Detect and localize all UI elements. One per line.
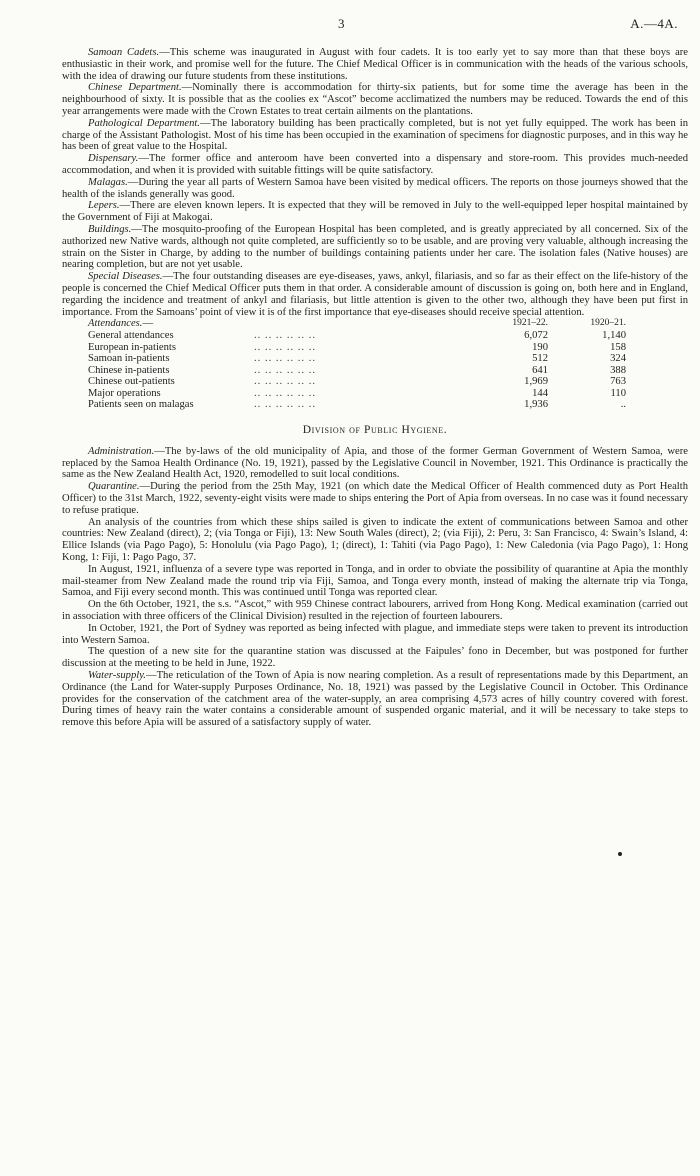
- year-header-1921-22: 1921–22.: [512, 318, 548, 329]
- year-header-1920-21: 1920–21.: [590, 318, 626, 329]
- paragraph-heading: Administration.: [88, 445, 155, 457]
- paragraph-text: Nominally there is accommodation for thirty-six patients, but for some time the average has been in the neighbourhood of sixty. It is possible that as the coolies ex “Ascot” become acclimatized the numbers may be reduced. Towards the end of this year arrangements were made with the Crown Estates to treat certain ailments on the plantations.: [62, 82, 688, 117]
- value-1920-21: 388: [610, 364, 626, 376]
- attendance-row: [62, 388, 626, 400]
- attendance-row: [62, 353, 626, 365]
- leader-dots: .. .. .. .. .. ..: [254, 399, 317, 411]
- value-1921-22: 1,936: [524, 399, 548, 411]
- value-1921-22: 512: [532, 353, 548, 365]
- leader-dots: .. .. .. .. .. ..: [254, 329, 317, 341]
- hygiene-paragraphs: [62, 446, 688, 729]
- value-1921-22: 144: [532, 387, 548, 399]
- paragraph-text: The four outstanding diseases are eye-diseases, yaws, ankyl, filariasis, and so far as their effect on the life-history of the people is concerned the Chief Medical Officer puts them in that order. A considerable amount of discussion is going on, both here and in England, regarding the incidence and treatment of ankyl and filariasis, but little attention is given to the other two, although they have been put first in importance. From the Samoans’ point of view it is of the first importance that eye-diseases should receive special attention.: [62, 271, 688, 318]
- paragraph-text: In October, 1921, the Port of Sydney was reported as being infected with plague, and immediate steps were taken to prevent its introduction into Western Samoa.: [62, 622, 688, 646]
- paragraph-text: There are eleven known lepers. It is expected that they will be removed in July to the well-equipped leper hospital maintained by the Government of Fiji at Makogai.: [62, 200, 688, 224]
- paragraph: Malagas.—During the year all parts of Western Samoa have been visited by medical officers. The reports on those journeys showed that the health of the islands generally was good.: [62, 176, 688, 200]
- paragraph-text: During the period from the 25th May, 1921 (on which date the Medical Officer of Health commenced duty as Port Health Officer) to the 31st March, 1922, seventy-eight visits were made to ships entering the Port of Apia from overseas. In no case was it found necessary to refuse pratique.: [62, 481, 688, 516]
- attendance-label: General attendances: [88, 329, 174, 341]
- paragraph-text: This scheme was inaugurated in August with four cadets. It is too early yet to say more than that these boys are enthusiastic in their work, and promise well for the future. The Chief Medical Officer is in communication with the heads of the various schools, with the idea of drawing our future students from these institutions.: [62, 47, 688, 82]
- attendance-label: Chinese out-patients: [88, 376, 175, 388]
- paragraph-text: The by-laws of the old municipality of Apia, and those of the former German Government of Western Samoa, were replaced by the Samoa Health Ordinance (No. 19, 1921), passed by the Legislative Council in November, 1921. This Ordinance is practically the same as the New Zealand Health Act, 1920, remodelled to suit local conditions.: [62, 445, 688, 481]
- paragraph: Administration.—The by-laws of the old municipality of Apia, and those of the former German Government of Western Samoa, were replaced by the Samoa Health Ordinance (No. 19, 1921), passed by the Legislative Council in November, 1921. This Ordinance is practically the same as the New Zealand Health Act, 1920, remodelled to suit local conditions.: [62, 445, 688, 481]
- attendance-label: European in-patients: [88, 341, 176, 353]
- attendances-header-row: Attendances.— 1921–22. 1920–21.: [88, 318, 626, 330]
- paragraph-heading: Pathological Department.: [88, 117, 200, 129]
- paragraph-heading: Special Diseases.: [88, 271, 163, 283]
- attendances-table: [62, 318, 626, 411]
- leader-dots: .. .. .. .. .. ..: [254, 353, 317, 365]
- value-1921-22: 641: [532, 364, 548, 376]
- paragraph-heading: Lepers.: [88, 200, 120, 212]
- value-1920-21: ..: [620, 399, 626, 411]
- attendance-label: Chinese in-patients: [88, 364, 170, 376]
- paragraph-text: The question of a new site for the quarantine station was discussed at the Faipules’ fono in December, but was postponed for further discussion at the meeting to be held in June, 1922.: [62, 646, 688, 670]
- paragraph-heading: Quarantine.: [88, 481, 140, 493]
- paragraph: [62, 599, 688, 623]
- paragraph-heading: Samoan Cadets.: [88, 47, 160, 58]
- body-text: [62, 47, 688, 729]
- attendance-row: [62, 330, 626, 342]
- document-reference: A.—4A.: [630, 16, 678, 31]
- attendance-row: [62, 376, 626, 388]
- paragraph: Samoan Cadets.—This scheme was inaugurated in August with four cadets. It is too early yet to say more than that these boys are enthusiastic in their work, and promise well for the future. The Chief Medical Officer is in communication with the heads of the various schools, with the idea of drawing our future students from these institutions.: [62, 47, 688, 82]
- value-1920-21: 763: [610, 376, 626, 388]
- value-1920-21: 1,140: [602, 329, 626, 341]
- paragraph-text: The mosquito-proofing of the European Hospital has been completed, and is greatly appreciated by all concerned. Six of the authorized new Native wards, although not quite completed, are sufficiently so to be usable, and are proving very valuable, although increasing the strain on the Sister in Charge, by adding to the number of buildings containing patients under her care. The isolation fales (Native houses) are nearing completion, but are not yet usable.: [62, 223, 688, 271]
- leader-dots: .. .. .. .. .. ..: [254, 387, 317, 399]
- value-1920-21: 324: [610, 353, 626, 365]
- leader-dots: .. .. .. .. .. ..: [254, 341, 317, 353]
- paragraph: [62, 517, 688, 564]
- paragraph-text: In August, 1921, influenza of a severe type was reported in Tonga, and in order to obviate the possibility of quarantine at Apia the monthly mail-steamer from New Zealand made the round trip via Fiji, Samoa, and Tonga every month, instead of making the alternate trip via Tonga, Samoa, and Fiji every second month. This was continued until Tonga was reported clear.: [62, 563, 688, 599]
- leader-dots: .. .. .. .. .. ..: [254, 376, 317, 388]
- paragraph: Dispensary.—The former office and anteroom have been converted into a dispensary and store-room. This provides much-needed accommodation, and when it is provided with suitable fittings will be quite satisfactory.: [62, 153, 688, 176]
- paragraph-text: The reticulation of the Town of Apia is now nearing completion. As a result of representations made by this Department, an Ordinance (the Land for Water-supply Purposes Ordinance, No. 18, 1921) was passed by the Legislative Council in October. This Ordinance provides for the conservation of the catchment area of the water-supply, an area comprising 4,573 acres of hilly country covered with forest. During times of heavy rain the water contains a considerable amount of suspended organic material, and it will be necessary to take steps to remove this before Apia will be assured of a satisfactory supply of water.: [62, 670, 688, 729]
- paragraph: [62, 623, 688, 647]
- page-header: [0, 16, 700, 32]
- paragraph-heading: Dispensary.: [88, 153, 139, 165]
- section-title: Division of Public Hygiene.: [302, 424, 448, 437]
- attendances-heading: Attendances.: [88, 318, 143, 330]
- paragraph: Pathological Department.—The laboratory building has been practically completed, but is not yet fully equipped. The work has been in charge of the Assistant Pathologist. Most of his time has been occupied in the examination of specimens for diagnostic purposes, and in this way he has been of great value to the Hospital.: [62, 117, 688, 153]
- paragraph-heading: Buildings.: [88, 223, 132, 235]
- paragraph-text: The laboratory building has been practically completed, but is not yet fully equipped. The work has been in charge of the Assistant Pathologist. Most of his time has been occupied in the examination of specimens for diagnostic purposes, and in this way he has been of great value to the Hospital.: [62, 117, 688, 153]
- ink-dot: [618, 852, 622, 856]
- value-1920-21: 110: [610, 387, 626, 399]
- paragraph-text: The former office and anteroom have been converted into a dispensary and store-room. This provides much-needed accommodation, and when it is provided with suitable fittings will be quite satisfactory.: [62, 153, 688, 176]
- attendance-row: [62, 342, 626, 354]
- paragraph: Buildings.—The mosquito-proofing of the European Hospital has been completed, and is greatly appreciated by all concerned. Six of the authorized new Native wards, although not quite completed, are sufficiently so to be usable, and are proving very valuable, although increasing the strain on the Sister in Charge, by adding to the number of buildings containing patients under her care. The isolation fales (Native houses) are nearing completion, but are not yet usable.: [62, 223, 688, 271]
- paragraph-text: On the 6th October, 1921, the s.s. “Ascot,” with 959 Chinese contract labourers, arrived from Hong Kong. Medical examination (carried out in association with three officers of the Clinical Division) resulted in the rejection of fourteen labourers.: [62, 599, 688, 623]
- paragraph-heading: Water-supply.: [88, 670, 146, 682]
- attendance-label: Samoan in-patients: [88, 353, 170, 365]
- paragraph: Special Diseases.—The four outstanding diseases are eye-diseases, yaws, ankyl, filariasis, and so far as their effect on the life-history of the people is concerned the Chief Medical Officer puts them in that order. A considerable amount of discussion is going on, both here and in England, regarding the incidence and treatment of ankyl and filariasis, but little attention is given to the other two, although they have been put first in importance. From the Samoans’ point of view it is of the first importance that eye-diseases should receive special attention.: [62, 271, 688, 318]
- paragraph: [62, 646, 688, 670]
- attendance-label: Major operations: [88, 387, 161, 399]
- page-number: 3: [338, 16, 345, 31]
- value-1921-22: 1,969: [524, 376, 548, 388]
- paragraph-text: An analysis of the countries from which these ships sailed is given to indicate the extent of communications between Samoa and other countries: New Zealand (direct), 2; (via Tonga or Fiji), 13: New South Wales (direct), 2; (via Fiji), 2: Peru, 3: San Francisco, 4: Swain’s Island, 4: Ellice Islands (via Pago Pago), 5: Honolulu (via Pago Pago), 1; (direct), 1: Tahiti (via Pago Pago), 1: New Caledonia (via Pago Pago), 1: Hong Kong, 1: Fiji, 1: Pago Pago, 37.: [62, 516, 688, 564]
- paragraph: Quarantine.—During the period from the 25th May, 1921 (on which date the Medical Officer of Health commenced duty as Port Health Officer) to the 31st March, 1922, seventy-eight visits were made to ships entering the Port of Apia from overseas. In no case was it found necessary to refuse pratique.: [62, 481, 688, 516]
- paragraph-heading: Malagas.: [88, 176, 128, 188]
- attendance-row: [62, 365, 626, 377]
- paragraph: [62, 564, 688, 599]
- attendance-label: Patients seen on malagas: [88, 399, 194, 411]
- paragraph-heading: Chinese Department.: [88, 82, 182, 94]
- paragraph: Water-supply.—The reticulation of the Town of Apia is now nearing completion. As a result of representations made by this Department, an Ordinance (the Land for Water-supply Purposes Ordinance, No. 18, 1921) was passed by the Legislative Council in October. This Ordinance provides for the conservation of the catchment area of the water-supply, an area comprising 4,573 acres of hilly country covered with forest. During times of heavy rain the water contains a considerable amount of suspended organic material, and it will be necessary to take steps to remove this before Apia will be assured of a satisfactory supply of water.: [62, 670, 688, 729]
- value-1921-22: 6,072: [524, 329, 548, 341]
- paragraph-text: During the year all parts of Western Samoa have been visited by medical officers. The reports on those journeys showed that the health of the islands generally was good.: [62, 176, 688, 200]
- value-1920-21: 158: [610, 341, 626, 353]
- paragraph: Chinese Department.—Nominally there is accommodation for thirty-six patients, but for some time the average has been in the neighbourhood of sixty. It is possible that as the coolies ex “Ascot” become acclimatized the numbers may be reduced. Towards the end of this year arrangements were made with the Crown Estates to treat certain ailments on the plantations.: [62, 82, 688, 117]
- leader-dots: .. .. .. .. .. ..: [254, 364, 317, 376]
- value-1921-22: 190: [532, 341, 548, 353]
- paragraph: Lepers.—There are eleven known lepers. It is expected that they will be removed in July to the well-equipped leper hospital maintained by the Government of Fiji at Makogai.: [62, 200, 688, 224]
- attendance-row: [62, 399, 626, 411]
- clinical-paragraphs: [62, 47, 688, 318]
